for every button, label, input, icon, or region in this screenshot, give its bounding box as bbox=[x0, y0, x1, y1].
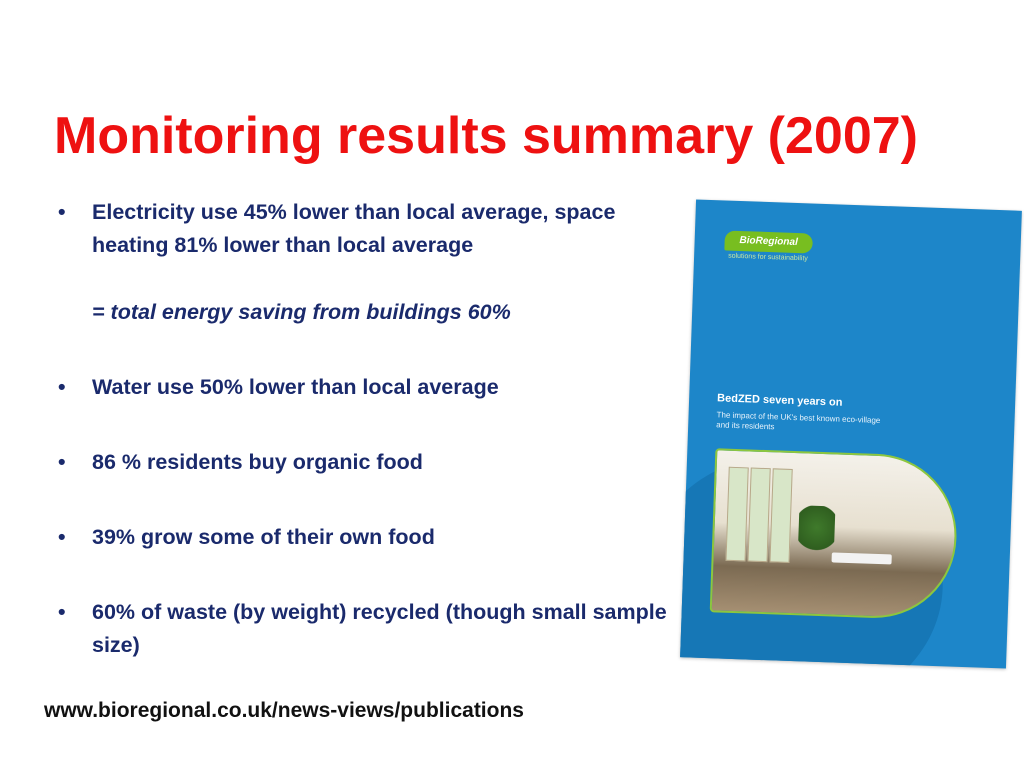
window-pane bbox=[747, 468, 770, 563]
bullet-item bbox=[56, 446, 696, 479]
bullet-text: 60% of waste (by weight) recycled (though small sample size) bbox=[92, 600, 667, 657]
report-subtitle: The impact of the UK's best known eco-village and its residents bbox=[716, 410, 881, 432]
publications-url: www.bioregional.co.uk/news-views/publications bbox=[44, 699, 524, 722]
bullet-text: 86 % residents buy organic food bbox=[92, 450, 423, 474]
bullet-note: = total energy saving from buildings 60% bbox=[92, 300, 511, 324]
report-title: BedZED seven years on bbox=[716, 392, 843, 409]
bullet-text: Electricity use 45% lower than local average, space heating 81% lower than local average bbox=[92, 200, 616, 257]
logo-tagline: solutions for sustainability bbox=[728, 252, 808, 263]
bullet-list bbox=[56, 196, 696, 662]
bullet-item bbox=[56, 521, 696, 554]
bullet-text: 39% grow some of their own food bbox=[92, 525, 435, 549]
table bbox=[832, 552, 892, 564]
bullet-item bbox=[56, 596, 696, 662]
window-pane bbox=[726, 467, 749, 562]
bullet-text: Water use 50% lower than local average bbox=[92, 375, 499, 399]
window-pane bbox=[769, 468, 792, 563]
bioregional-logo: BioRegional bbox=[724, 230, 813, 253]
report-cover-image bbox=[680, 199, 1022, 668]
bullet-item bbox=[56, 371, 696, 404]
interior-photo bbox=[710, 448, 960, 620]
plant bbox=[798, 505, 836, 560]
bullet-item bbox=[56, 196, 696, 329]
slide-title: Monitoring results summary (2007) bbox=[54, 106, 918, 165]
